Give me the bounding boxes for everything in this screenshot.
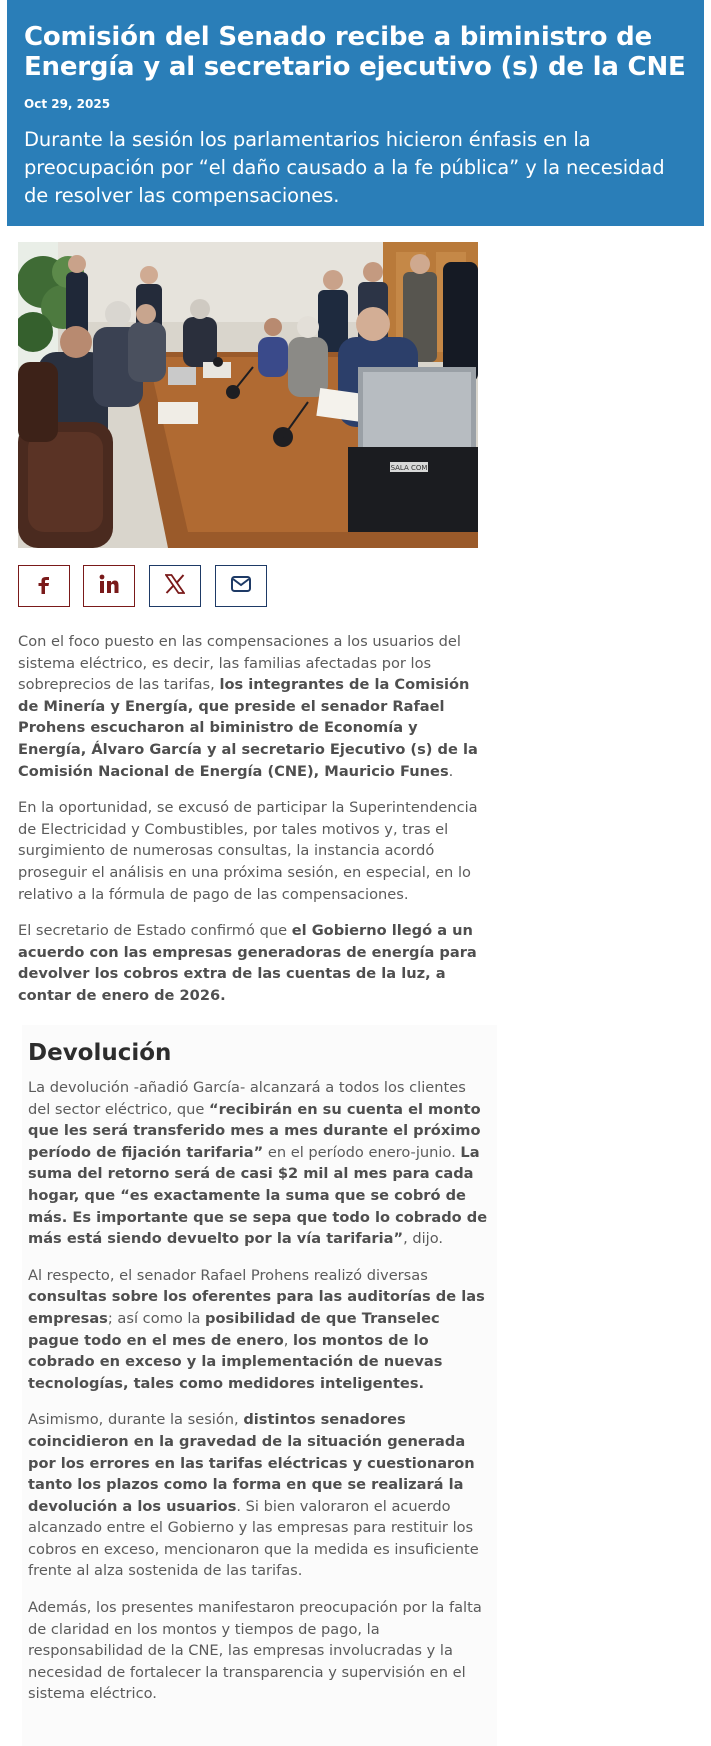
paragraph-bold-text: distintos senadores coincidieron en la gravedad de la situación generada por los errores en las tarifas eléctricas y cuestionaron tanto los plazos como la forma en que se realizará la devolución a los usuarios <box>28 1411 475 1515</box>
article-paragraph <box>18 920 478 1006</box>
share-linkedin-button[interactable] <box>83 565 135 607</box>
paragraph-bold-text: La suma del retorno será de casi $2 mil al mes para cada hogar, que “es exactamente la suma que se cobró de más. Es importante que se sepa que todo lo cobrado de más está siendo devuelto por la vía tarifaria” <box>28 1143 488 1248</box>
paragraph-text: . <box>448 762 454 780</box>
paragraph-text: . Si bien valoraron el acuerdo alcanzado entre el Gobierno y las empresas para restituir los cobros en exceso, mencionaron que la medida es insuficiente frente al alza sostenida de las tarifas. <box>28 1497 479 1580</box>
article-body <box>18 631 478 1022</box>
paragraph-text: Al respecto, el senador Rafael Prohens realizó diversas <box>28 1266 428 1284</box>
article-paragraph: En la oportunidad, se excusó de participar la Superintendencia de Electricidad y Combustibles, por tales motivos y, tras el surgimiento de numerosas consultas, la instancia acordó proseguir el análisis en una próxima sesión, en especial, en lo relativo a la fórmula de pago de las compensaciones. <box>18 799 478 903</box>
paragraph-text: , dijo. <box>403 1230 444 1248</box>
paragraph-text: en el período enero-junio. <box>263 1143 461 1161</box>
paragraph-bold-text: consultas sobre los oferentes para las auditorías de las empresas <box>28 1288 485 1327</box>
share-facebook-button[interactable] <box>18 565 70 607</box>
paragraph-bold-text: los integrantes de la Comisión de Minería y Energía, que preside el senador Rafael Prohens escucharon al biministro de Economía y Energía, Álvaro García y al secretario Ejecutivo (s) de la Comisión Nacional de Energía (CNE), Mauricio Funes <box>18 676 478 780</box>
paragraph-bold-text: posibilidad de que Transelec pague todo en el mes de enero <box>28 1309 440 1349</box>
article-lead: Durante la sesión los parlamentarios hicieron énfasis en la preocupación por “el daño causado a la fe pública” y la necesidad de resolver las compensaciones. <box>24 128 665 207</box>
paragraph-bold-text: “recibirán en su cuenta el monto que les será transferido mes a mes durante el próximo período de fijación tarifaria” <box>28 1100 481 1161</box>
linkedin-icon <box>99 574 119 598</box>
paragraph-text: , <box>283 1331 293 1349</box>
share-email-button[interactable] <box>215 565 267 607</box>
article-photo <box>18 242 478 548</box>
section-paragraph: Además, los presentes manifestaron preocupación por la falta de claridad en los montos y tiempos de pago, la responsabilidad de la CNE, las empresas involucradas y la necesidad de fortalecer la transparencia y supervisión en el sistema eléctrico. <box>28 1599 482 1703</box>
section-paragraph <box>28 1077 491 1250</box>
paragraph-text: ; así como la <box>107 1309 206 1327</box>
paragraph-text: El secretario de Estado confirmó que <box>18 922 292 940</box>
article-date: Oct 29, 2025 <box>24 97 111 111</box>
share-x-button[interactable] <box>149 565 201 607</box>
article-title: Comisión del Senado recibe a biministro de Energía y al secretario ejecutivo (s) de la CNE <box>24 22 686 82</box>
email-icon <box>230 575 252 597</box>
facebook-icon <box>35 574 53 598</box>
laptop-label: SALA COM <box>390 464 428 472</box>
section-paragraph <box>28 1409 491 1582</box>
paragraph-bold-text: los montos de lo cobrado en exceso y la implementación de nuevas tecnologías, tales como medidores inteligentes. <box>28 1331 443 1392</box>
paragraph-bold-text: el Gobierno llegó a un acuerdo con las empresas generadoras de energía para devolver los cobros extra de las cuentas de la luz, a contar de enero de 2026. <box>18 922 477 1004</box>
section-paragraph <box>28 1265 491 1395</box>
x-icon <box>165 574 185 598</box>
paragraph-text: La devolución -añadió García- alcanzará a todos los clientes del sector eléctrico, que <box>28 1079 466 1118</box>
section-heading: Devolución <box>28 1040 172 1066</box>
article-paragraph <box>18 631 478 782</box>
devolucion-section <box>22 1025 497 1746</box>
article-header <box>7 0 704 226</box>
paragraph-text: Asimismo, durante la sesión, <box>28 1411 244 1429</box>
paragraph-text: Con el foco puesto en las compensaciones a los usuarios del sistema eléctrico, es decir, las familias afectadas por los sobreprecios de las tarifas, <box>18 633 461 694</box>
